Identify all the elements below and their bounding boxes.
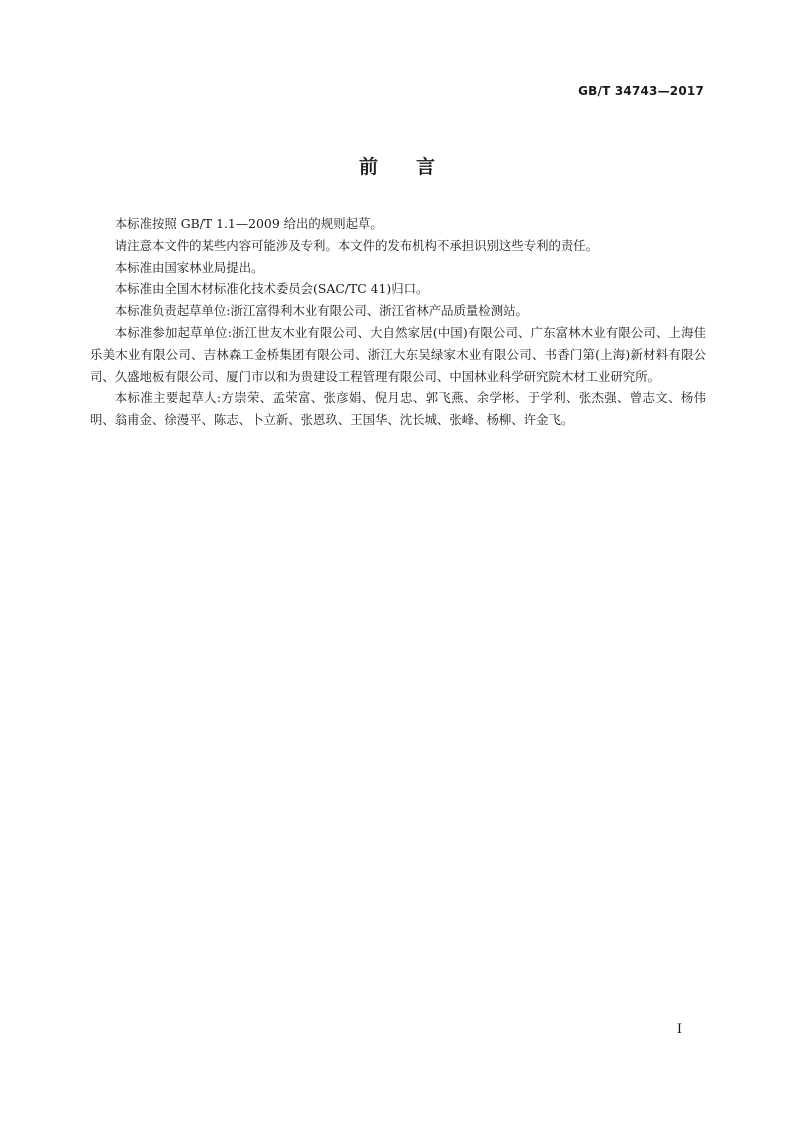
paragraph-proposer: 本标准由国家林业局提出。	[114, 259, 264, 275]
page-title-part1: 前	[358, 156, 378, 178]
paragraph-patent-notice: 请注意本文件的某些内容可能涉及专利。本文件的发布机构不承担识别这些专利的责任。	[114, 237, 599, 253]
standard-code: GB/T 34743—2017	[578, 84, 704, 98]
page-title	[0, 152, 794, 179]
paragraph-drafting-rules: 本标准按照 GB/T 1.1—2009 给出的规则起草。	[114, 216, 383, 231]
page-number: I	[676, 1022, 682, 1037]
paragraph-participating-units: 本标准参加起草单位:浙江世友木业有限公司、大自然家居(中国)有限公司、广东富林木业有限公司、上海佳乐美木业有限公司、吉林森工金桥集团有限公司、浙江大东吴绿家木业有限公司、书香门第(上海)新材料有限公司、久盛地板有限公司、厦门市以和为贵建设工程管理有限公司、中国林业科学研究院木材工业研究所。	[90, 324, 706, 384]
paragraph-responsible-units: 本标准负责起草单位:浙江富得利木业有限公司、浙江省林产品质量检测站。	[114, 303, 528, 319]
page-title-part2: 言	[416, 156, 436, 178]
paragraph-committee: 本标准由全国木材标准化技术委员会(SAC/TC 41)归口。	[114, 281, 429, 297]
foreword-body	[90, 213, 706, 431]
paragraph-main-drafters: 本标准主要起草人:方崇荣、孟荣富、张彦娟、倪月忠、郭飞燕、余学彬、于学利、张杰强、曾志文、杨伟明、翁甫金、徐漫平、陈志、卜立新、张恩玖、王国华、沈长城、张峰、杨柳、许金飞。	[90, 390, 706, 428]
